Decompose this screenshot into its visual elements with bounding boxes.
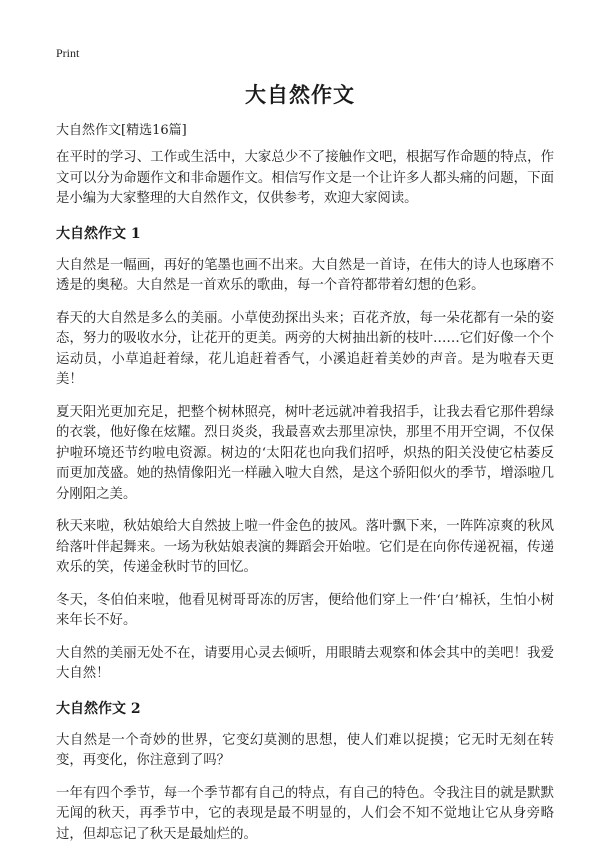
paragraph: 一年有四个季节，每一个季节都有自己的特点，有自己的特色。令我注目的就是默默无闻的秋天，再季节中，它的表现是最不明显的，人们会不知不觉地让它从身旁略过，但却忘记了秋天是最灿烂的。 (56, 785, 554, 842)
paragraph: 大自然的美丽无处不在，请要用心灵去倾听，用眼睛去观察和体会其中的美吧！我爱大自然！ (56, 645, 554, 681)
paragraph: 夏天阳光更加充足，把整个树林照亮，树叶老远就冲着我招手，让我去看它那件碧绿的衣裳，他好像在炫耀。烈日炎炎，我最喜欢去那里凉快，那里不用开空调，不仅保护啦环境还节约啦电资源。树边的‘太阳花也向我们招呼，炽热的阳关没使它枯萎反而更加茂盛。她的热情像阳光一样融入啦大自然，是这个骄阳似火的季节，增添啦几分刚阳之美。 (56, 404, 554, 502)
article-body (56, 120, 554, 857)
paragraph: 大自然是一幅画，再好的笔墨也画不出来。大自然是一首诗，在伟大的诗人也琢磨不透是的奥秘。大自然是一首欢乐的歌曲，每一个音符都带着幻想的色彩。 (56, 257, 554, 293)
paragraph: 春天的大自然是多么的美丽。小草使劲探出头来；百花齐放，每一朵花都有一朵的姿态，努力的吸收水分，让花开的更美。两旁的大树抽出新的枝叶……它们好像一个个运动员，小草追赶着绿，花儿追赶着香气，小溪追赶着美妙的声音。是为啦春天更美！ (56, 310, 554, 387)
paragraph: 大自然是一个奇妙的世界，它变幻莫测的思想，使人们难以捉摸；它无时无刻在转变，再变化，你注意到了吗？ (56, 732, 554, 768)
paragraph: 秋天来啦，秋姑娘给大自然披上啦一件金色的披风。落叶飘下来，一阵阵凉爽的秋风给落叶伴起舞来。一场为秋姑娘表演的舞蹈会开始啦。它们是在向你传递祝福，传递欢乐的笑，传递金秋时节的回忆。 (56, 519, 554, 575)
intro-paragraph: 在平时的学习、工作或生活中，大家总少不了接触作文吧，根据写作命题的特点，作文可以分为命题作文和非命题作文。相信写作文是一个让许多人都头痛的问题，下面是小编为大家整理的大自然作文，仅供参考，欢迎大家阅读。 (56, 150, 554, 206)
print-link[interactable]: Print (56, 46, 80, 60)
article-subtitle: 大自然作文[精选16篇] (56, 123, 187, 138)
section-heading: 大自然作文 1 (56, 225, 141, 242)
paragraph: 冬天，冬伯伯来啦，他看见树哥哥冻的厉害，便给他们穿上一件‘白’棉袄，生怕小树来年长不好。 (56, 592, 554, 628)
section-heading: 大自然作文 2 (56, 700, 141, 717)
page-title: 大自然作文 (245, 83, 355, 107)
